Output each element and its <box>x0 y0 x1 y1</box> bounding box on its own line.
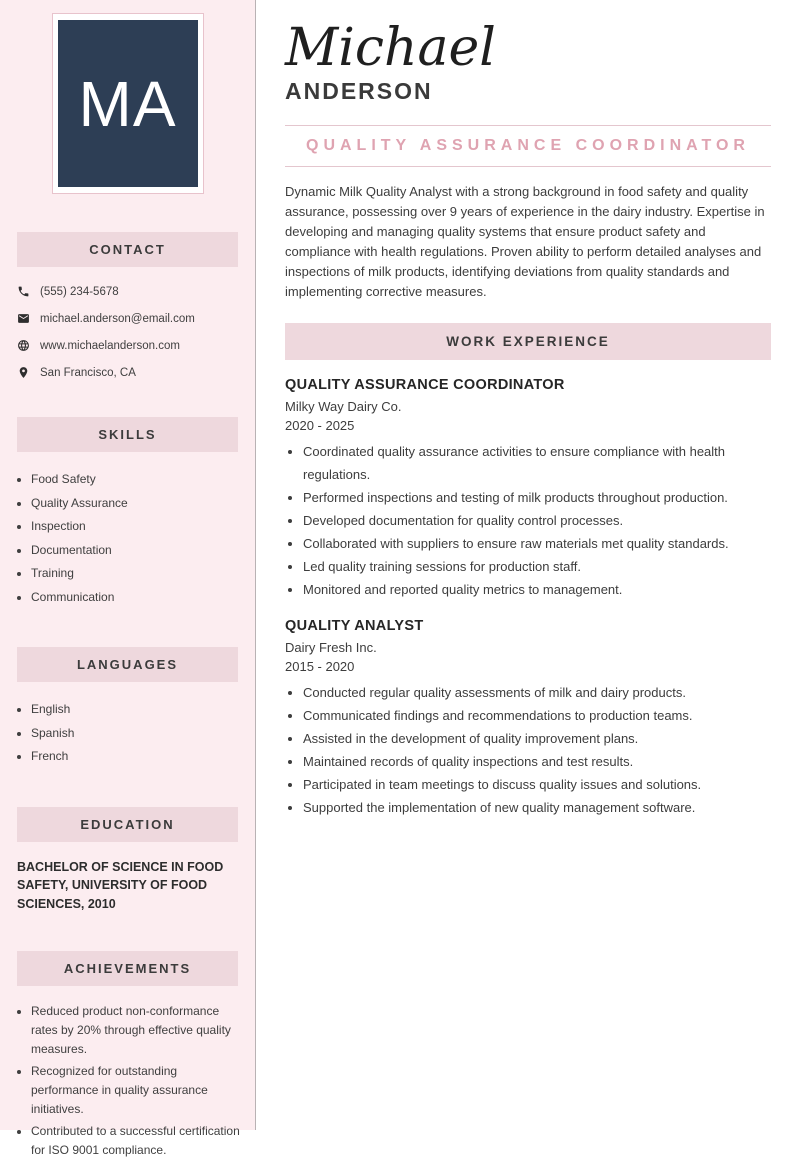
skill-item: • Inspection <box>31 515 241 539</box>
summary-paragraph: Dynamic Milk Quality Analyst with a strong background in food safety and quality assurance, possessing over 9 years of experience in the dairy industry. Expertise in developing and managing quality systems that ensure product safety and compliance with health regulations. Proven ability to perform detailed analyses and inspections of milk products, identifying deviations from quality standards and implementing corrective measures. <box>285 184 765 299</box>
job-company-1: Milky Way Dairy Co. <box>285 399 402 414</box>
skill-item: • Food Safety <box>31 468 241 492</box>
languages-section-header: LANGUAGES <box>17 647 238 682</box>
skills-list <box>31 468 241 609</box>
skill-item: • Training <box>31 562 241 586</box>
language-item: • Spanish <box>31 722 241 746</box>
job-title-2: QUALITY ANALYST <box>285 618 424 634</box>
language-item: • French <box>31 745 241 769</box>
job-entry-2 <box>285 618 771 819</box>
monogram: MA <box>58 20 198 187</box>
job-bullet: • Coordinated quality assurance activities to ensure compliance with health regulations. <box>303 440 771 486</box>
contact-website-text: www.michaelanderson.com <box>40 339 180 352</box>
job-bullet: • Supported the implementation of new quality management software. <box>303 796 771 819</box>
job-bullets-1 <box>303 440 771 601</box>
job-bullet: • Performed inspections and testing of milk products throughout production. <box>303 486 771 509</box>
achievement-item: • Contributed to a successful certification for ISO 9001 compliance. <box>31 1122 241 1160</box>
contact-phone-row <box>17 285 241 298</box>
contact-email-row <box>17 312 241 325</box>
job-bullet: • Monitored and reported quality metrics to management. <box>303 578 771 601</box>
job-bullet: • Assisted in the development of quality improvement plans. <box>303 727 771 750</box>
headline-job-title: QUALITY ASSURANCE COORDINATOR <box>306 137 750 154</box>
job-bullet: • Collaborated with suppliers to ensure raw materials met quality standards. <box>303 532 771 555</box>
education-section-header: EDUCATION <box>17 807 238 842</box>
monogram-frame <box>52 13 204 194</box>
job-dates-2: 2015 - 2020 <box>285 659 355 674</box>
language-item: • English <box>31 698 241 722</box>
first-name: Michael <box>285 18 496 78</box>
sidebar <box>0 0 256 1157</box>
contact-section-header: CONTACT <box>17 232 238 267</box>
skills-section-header: SKILLS <box>17 417 238 452</box>
skill-item: • Documentation <box>31 539 241 563</box>
job-bullet: • Led quality training sessions for production staff. <box>303 555 771 578</box>
contact-email-text: michael.anderson@email.com <box>40 312 195 325</box>
job-company-2: Dairy Fresh Inc. <box>285 640 377 655</box>
headline-band <box>285 125 771 167</box>
job-bullet: • Maintained records of quality inspections and test results. <box>303 750 771 773</box>
achievements-list <box>31 1002 241 1160</box>
job-entry-1 <box>285 377 771 601</box>
job-bullets-2 <box>303 681 771 819</box>
languages-list <box>31 698 241 769</box>
contact-location-row <box>17 366 241 379</box>
achievement-item: • Reduced product non-conformance rates by 20% through effective quality measures. <box>31 1002 241 1059</box>
globe-icon <box>17 339 30 352</box>
skill-item: • Quality Assurance <box>31 492 241 516</box>
job-bullet: • Developed documentation for quality control processes. <box>303 509 771 532</box>
skill-item: • Communication <box>31 586 241 610</box>
contact-location-text: San Francisco, CA <box>40 366 136 379</box>
work-experience-header: WORK EXPERIENCE <box>285 323 771 360</box>
phone-icon <box>17 285 30 298</box>
job-bullet: • Participated in team meetings to discuss quality issues and solutions. <box>303 773 771 796</box>
main-content <box>256 0 800 1130</box>
achievements-section-header: ACHIEVEMENTS <box>17 951 238 986</box>
email-icon <box>17 312 30 325</box>
contact-list <box>0 283 255 379</box>
contact-website-row <box>17 339 241 352</box>
job-bullet: • Conducted regular quality assessments of milk and dairy products. <box>303 681 771 704</box>
contact-phone-text: (555) 234-5678 <box>40 285 119 298</box>
education-text: BACHELOR OF SCIENCE IN FOOD SAFETY, UNIVERSITY OF FOOD SCIENCES, 2010 <box>17 859 224 911</box>
job-dates-1: 2020 - 2025 <box>285 418 355 433</box>
job-title-1: QUALITY ASSURANCE COORDINATOR <box>285 377 565 393</box>
achievement-item: • Recognized for outstanding performance in quality assurance initiatives. <box>31 1062 241 1119</box>
job-bullet: • Communicated findings and recommendations to production teams. <box>303 704 771 727</box>
last-name: ANDERSON <box>285 78 433 104</box>
location-icon <box>17 366 30 379</box>
